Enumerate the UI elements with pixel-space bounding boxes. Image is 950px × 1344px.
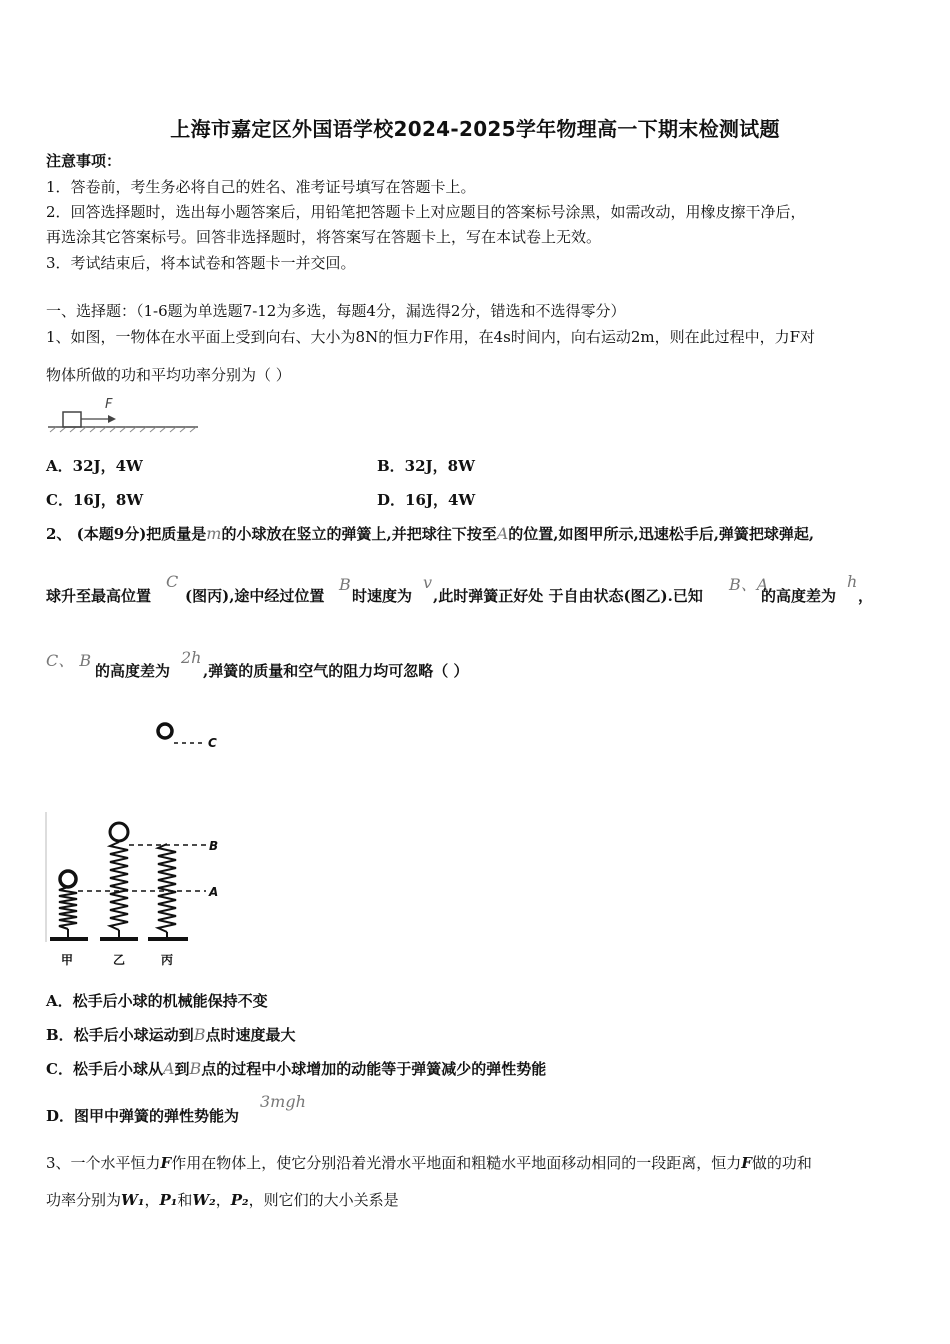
q2-symbol-b: B [193,1025,206,1044]
q2-symbol-b: B [339,575,351,594]
q2-option-c [46,1058,546,1080]
q2-option-text: 点的过程中小球增加的动能等于弹簧减少的弹性势能 [201,1060,547,1078]
q2-option-text: 到 [174,1060,190,1078]
q3-text: 3、一个水平恒力 [46,1154,161,1172]
q2-text: 的高度差为 [95,662,171,680]
q1-stem-line1: 1、如图，一物体在水平面上受到向右、大小为8N的恒力F作用，在4s时间内，向右运动2m，则在此过程中，力F对 [46,328,816,346]
q3-text: ， [144,1191,160,1209]
q2-text: 的位置,如图甲所示,迅速松手后,弹簧把球弹起, [508,525,815,543]
q3-symbol-p2: P₂ [230,1191,249,1209]
q2-text: (图丙),途中经过位置 [185,587,325,605]
notice-heading: 注意事项： [46,152,122,170]
q2-option-d: D．图甲中弹簧的弹性势能为 [46,1107,240,1125]
q3-text: 功率分别为 [46,1191,122,1209]
q1-option-a: A．32J，4W [46,457,143,475]
q2-option-b [46,1024,295,1046]
q2-figure-springs [44,712,234,974]
q2-symbol-h: h [847,572,858,591]
q2-figure-label-a: A [209,885,219,899]
q2-text: ， [858,587,874,605]
q1-figure-block-on-floor [46,394,202,438]
q2-text: 2、 (本题9分)把质量是 [46,525,207,543]
q1-option-b: B．32J，8W [377,457,475,475]
q2-text: 时速度为 [352,587,413,605]
page-title: 上海市嘉定区外国语学校2024-2025学年物理高一下期末检测试题 [170,117,780,141]
q1-force-label: F [105,397,113,412]
q2-symbol-a: A [162,1059,175,1078]
q2-symbol-2h: 2h [181,648,202,667]
q2-symbol-v: v [423,573,433,592]
notice-item-3: 3．考试结束后，将本试卷和答题卡一并交回。 [46,254,356,272]
q2-text: ,弹簧的质量和空气的阻力均可忽略（ ） [203,662,469,680]
q3-stem-line2 [46,1189,399,1211]
q2-figure-label-jia: 甲 [61,953,74,967]
q2-text: 的小球放在竖立的弹簧上,并把球往下按至 [221,525,497,543]
q2-symbol-3mgh: 3mgh [260,1092,306,1111]
q2-text: 球升至最高位置 [46,587,152,605]
q3-stem-line1 [46,1152,812,1174]
q2-symbol-a: A [496,524,509,543]
q2-figure-label-c: C [208,736,217,750]
q3-symbol-w2: W₂ [192,1191,216,1209]
q3-symbol-f: F [741,1154,752,1172]
q3-text: 作用在物体上，使它分别沿着光滑水平地面和粗糙水平地面移动相同的一段距离，恒力 [171,1154,742,1172]
notice-item-2-cont: 再选涂其它答案标号。回答非选择题时，将答案写在答题卡上，写在本试卷上无效。 [46,228,602,246]
q2-option-text: 点时速度最大 [205,1026,296,1044]
q2-figure-label-b: B [209,839,219,853]
q2-symbol-c: C [166,572,179,591]
q2-option-text: C．松手后小球从 [46,1060,163,1078]
q2-figure-label-yi: 乙 [113,953,126,967]
q2-option-text: B．松手后小球运动到 [46,1026,194,1044]
q2-text: 的高度差为 [761,587,837,605]
notice-item-1: 1．答卷前，考生务必将自己的姓名、准考证号填写在答题卡上。 [46,178,476,196]
q2-option-a: A．松手后小球的机械能保持不变 [46,992,268,1010]
q1-option-d: D．16J，4W [377,491,476,509]
section-heading: 一、选择题：（1-6题为单选题7-12为多选，每题4分，漏选得2分，错选和不选得零分） [46,302,626,320]
q3-symbol-f: F [160,1154,172,1172]
q1-stem-line2: 物体所做的功和平均功率分别为（ ） [46,366,291,384]
q3-symbol-w1: W₁ [121,1191,145,1209]
q3-text: 和 [177,1191,193,1209]
q2-text: ,此时弹簧正好处 于自由状态(图乙).已知 [433,587,703,605]
q2-symbol-ba: B、A [729,575,769,594]
q3-text: 做的功和 [751,1154,812,1172]
q2-figure-label-bing: 丙 [161,953,174,967]
q2-symbol-cb: C、 B [46,651,92,670]
q2-symbol-m: m [206,524,222,543]
q2-symbol-b: B [189,1059,202,1078]
q3-text: ，则它们的大小关系是 [248,1191,399,1209]
q2-stem-line1 [46,523,814,545]
notice-item-2: 2．回答选择题时，选出每小题答案后，用铅笔把答题卡上对应题目的答案标号涂黑，如需改动，用橡皮擦干净后， [46,203,806,221]
q1-option-c: C．16J，8W [46,491,144,509]
q3-text: ， [215,1191,231,1209]
q3-symbol-p1: P₁ [159,1191,178,1209]
